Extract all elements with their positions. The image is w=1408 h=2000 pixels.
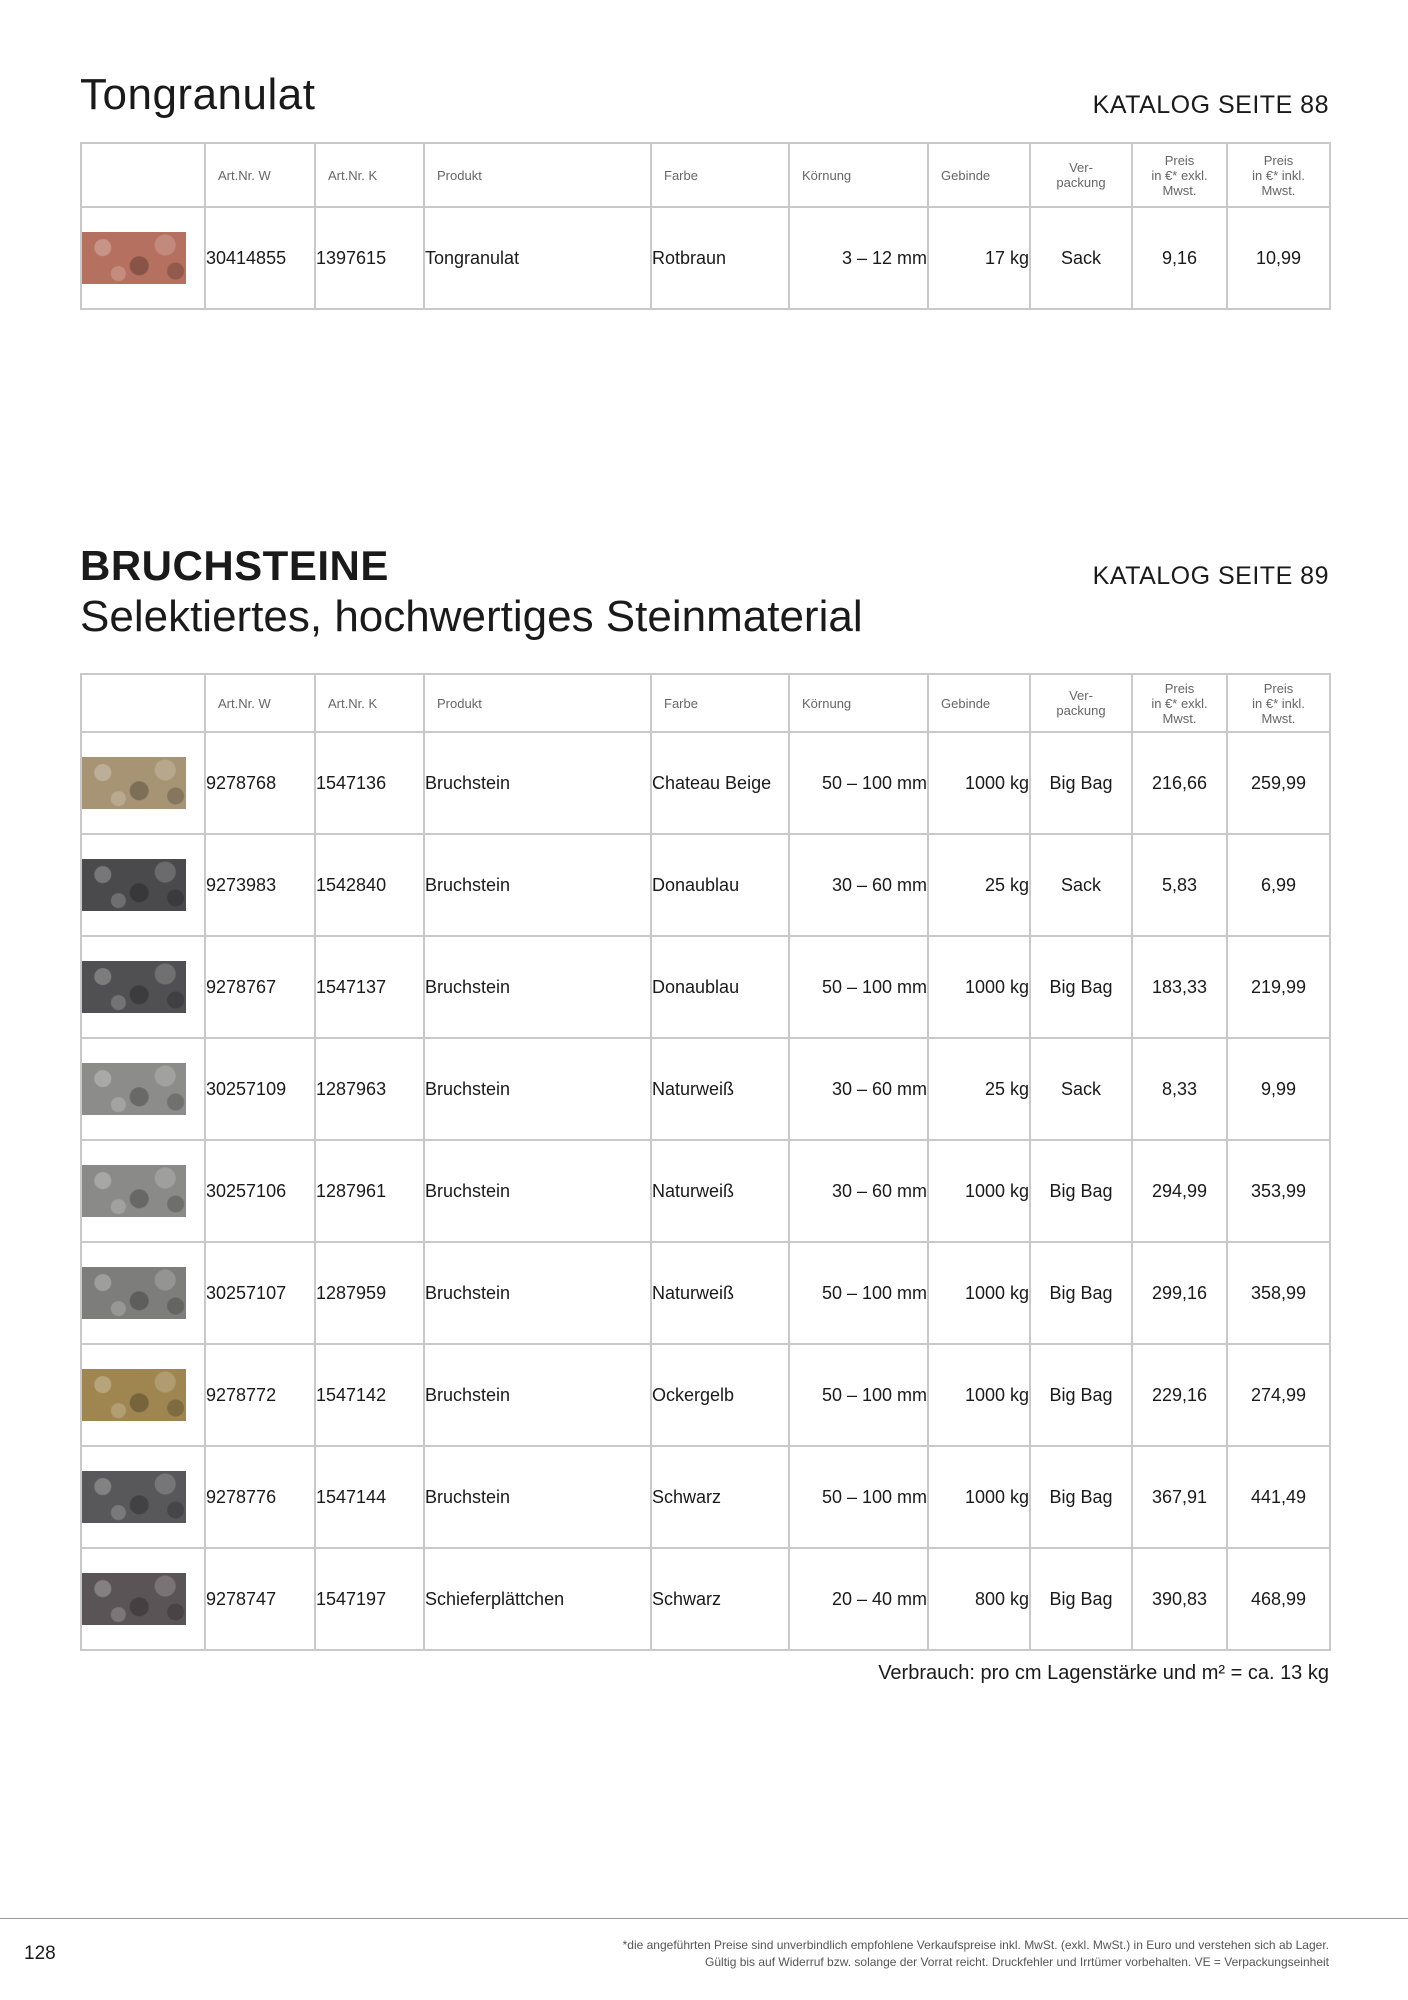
product-image-cell — [81, 1140, 205, 1242]
col-preis-exkl — [1132, 674, 1227, 732]
col-verpackung-line2: packung — [1056, 175, 1106, 190]
product-image-cell — [81, 1038, 205, 1140]
product-image-cell — [81, 936, 205, 1038]
tongranulat-table — [80, 142, 1331, 310]
cell-farbe: Rotbraun — [651, 207, 789, 309]
col-farbe: Farbe — [651, 143, 789, 207]
col-gebinde: Gebinde — [928, 674, 1030, 732]
bruchsteine-table — [80, 673, 1331, 1651]
cell-gebinde: 1000 kg — [928, 1140, 1030, 1242]
cell-farbe: Ockergelb — [651, 1344, 789, 1446]
cell-produkt: Bruchstein — [424, 1038, 651, 1140]
cell-art-k: 1287961 — [315, 1140, 424, 1242]
cell-art-w: 30257106 — [205, 1140, 315, 1242]
col-verpackung — [1030, 143, 1132, 207]
cell-gebinde: 1000 kg — [928, 1242, 1030, 1344]
cell-art-k: 1547137 — [315, 936, 424, 1038]
col-verpackung — [1030, 674, 1132, 732]
table-row — [81, 1344, 1330, 1446]
cell-farbe: Naturweiß — [651, 1140, 789, 1242]
col-preis-exkl-line2: in €* exkl. — [1151, 695, 1208, 711]
col-art-w: Art.Nr. W — [205, 143, 315, 207]
cell-preis-inkl: 9,99 — [1227, 1038, 1330, 1140]
col-preis-inkl-line1: Preis — [1263, 680, 1294, 696]
cell-gebinde: 25 kg — [928, 1038, 1030, 1140]
cell-verpackung: Sack — [1030, 207, 1132, 309]
product-image-cell — [81, 834, 205, 936]
page-number: 128 — [24, 1943, 56, 1964]
cell-produkt: Bruchstein — [424, 732, 651, 834]
col-preis-exkl-line2: in €* exkl. — [1151, 167, 1208, 183]
bruchsteine-subtitle: Selektiertes, hochwertiges Steinmaterial — [80, 592, 863, 641]
cell-art-k: 1547142 — [315, 1344, 424, 1446]
cell-produkt: Bruchstein — [424, 834, 651, 936]
col-preis-exkl-line3: Mwst. — [1162, 710, 1197, 726]
cell-preis-inkl: 219,99 — [1227, 936, 1330, 1038]
footer-divider — [0, 1918, 1408, 1919]
cell-preis-inkl: 259,99 — [1227, 732, 1330, 834]
col-preis-inkl-line2: in €* inkl. — [1252, 695, 1305, 711]
cell-art-w: 9278768 — [205, 732, 315, 834]
cell-preis-exkl: 367,91 — [1132, 1446, 1227, 1548]
cell-verpackung: Big Bag — [1030, 1344, 1132, 1446]
table-header-row — [81, 674, 1330, 732]
cell-gebinde: 1000 kg — [928, 732, 1030, 834]
bruchsteine-title: BRUCHSTEINE — [80, 542, 389, 589]
col-verpackung-line1: Ver- — [1069, 688, 1093, 703]
cell-farbe: Schwarz — [651, 1548, 789, 1650]
col-koernung: Körnung — [789, 143, 928, 207]
product-image-cell — [81, 1446, 205, 1548]
cell-farbe: Donaublau — [651, 834, 789, 936]
col-gebinde: Gebinde — [928, 143, 1030, 207]
product-image-cell — [81, 1344, 205, 1446]
cell-koernung: 20 – 40 mm — [789, 1548, 928, 1650]
product-thumbnail — [82, 1267, 186, 1319]
tongranulat-title: Tongranulat — [80, 70, 316, 119]
cell-art-k: 1287959 — [315, 1242, 424, 1344]
cell-art-w: 9273983 — [205, 834, 315, 936]
cell-koernung: 50 – 100 mm — [789, 732, 928, 834]
cell-preis-exkl: 390,83 — [1132, 1548, 1227, 1650]
tongranulat-katalog-ref: KATALOG SEITE 88 — [1092, 91, 1329, 119]
col-preis-exkl — [1132, 143, 1227, 207]
cell-gebinde: 25 kg — [928, 834, 1030, 936]
cell-farbe: Naturweiß — [651, 1242, 789, 1344]
table-row — [81, 732, 1330, 834]
product-thumbnail — [82, 961, 186, 1013]
cell-art-k: 1547197 — [315, 1548, 424, 1650]
cell-produkt: Bruchstein — [424, 1140, 651, 1242]
cell-verpackung: Big Bag — [1030, 732, 1132, 834]
product-image-cell — [81, 207, 205, 309]
col-verpackung-line1: Ver- — [1069, 160, 1093, 175]
cell-preis-inkl: 6,99 — [1227, 834, 1330, 936]
table-row — [81, 1242, 1330, 1344]
col-preis-exkl-line1: Preis — [1164, 152, 1195, 168]
cell-art-w: 30257107 — [205, 1242, 315, 1344]
table-row — [81, 936, 1330, 1038]
col-preis-exkl-line3: Mwst. — [1162, 182, 1197, 198]
product-image-cell — [81, 1242, 205, 1344]
product-thumbnail — [82, 757, 186, 809]
cell-preis-exkl: 299,16 — [1132, 1242, 1227, 1344]
cell-preis-exkl: 229,16 — [1132, 1344, 1227, 1446]
col-image — [81, 143, 205, 207]
table-row — [81, 834, 1330, 936]
cell-koernung: 50 – 100 mm — [789, 1344, 928, 1446]
table-row — [81, 1038, 1330, 1140]
cell-verpackung: Big Bag — [1030, 1140, 1132, 1242]
cell-produkt: Bruchstein — [424, 1344, 651, 1446]
table-header-row — [81, 143, 1330, 207]
product-thumbnail — [82, 1369, 186, 1421]
bruchsteine-section — [80, 542, 1329, 1682]
cell-gebinde: 1000 kg — [928, 1344, 1030, 1446]
product-image-cell — [81, 732, 205, 834]
col-preis-inkl-line2: in €* inkl. — [1252, 167, 1305, 183]
col-produkt: Produkt — [424, 143, 651, 207]
cell-art-w: 9278776 — [205, 1446, 315, 1548]
col-art-k: Art.Nr. K — [315, 143, 424, 207]
cell-gebinde: 1000 kg — [928, 936, 1030, 1038]
cell-verpackung: Big Bag — [1030, 1242, 1132, 1344]
product-thumbnail — [82, 232, 186, 284]
cell-farbe: Naturweiß — [651, 1038, 789, 1140]
cell-art-k: 1542840 — [315, 834, 424, 936]
disclaimer-line-2: Gültig bis auf Widerruf bzw. solange der Vorrat reicht. Druckfehler und Irrtümer vorbehalten. VE = Verpackungseinheit — [705, 1955, 1329, 1969]
cell-art-k: 1547144 — [315, 1446, 424, 1548]
col-preis-exkl-line1: Preis — [1164, 680, 1195, 696]
cell-koernung: 3 – 12 mm — [789, 207, 928, 309]
table-row — [81, 1140, 1330, 1242]
cell-gebinde: 1000 kg — [928, 1446, 1030, 1548]
col-art-w: Art.Nr. W — [205, 674, 315, 732]
cell-preis-exkl: 9,16 — [1132, 207, 1227, 309]
cell-art-k: 1547136 — [315, 732, 424, 834]
cell-preis-inkl: 468,99 — [1227, 1548, 1330, 1650]
col-verpackung-line2: packung — [1056, 703, 1106, 718]
cell-preis-inkl: 441,49 — [1227, 1446, 1330, 1548]
cell-art-k: 1397615 — [315, 207, 424, 309]
cell-koernung: 30 – 60 mm — [789, 1038, 928, 1140]
col-koernung: Körnung — [789, 674, 928, 732]
cell-art-w: 30414855 — [205, 207, 315, 309]
cell-preis-inkl: 353,99 — [1227, 1140, 1330, 1242]
cell-verpackung: Big Bag — [1030, 936, 1132, 1038]
cell-preis-inkl: 274,99 — [1227, 1344, 1330, 1446]
cell-koernung: 30 – 60 mm — [789, 834, 928, 936]
product-thumbnail — [82, 1471, 186, 1523]
cell-koernung: 50 – 100 mm — [789, 936, 928, 1038]
cell-preis-exkl: 216,66 — [1132, 732, 1227, 834]
cell-art-w: 9278772 — [205, 1344, 315, 1446]
cell-produkt: Schieferplättchen — [424, 1548, 651, 1650]
cell-preis-inkl: 358,99 — [1227, 1242, 1330, 1344]
col-art-k: Art.Nr. K — [315, 674, 424, 732]
disclaimer-line-1: *die angeführten Preise sind unverbindlich empfohlene Verkaufspreise inkl. MwSt. (exkl. MwSt.) in Euro und verstehen sich ab Lager. — [622, 1938, 1329, 1952]
cell-farbe: Donaublau — [651, 936, 789, 1038]
cell-gebinde: 17 kg — [928, 207, 1030, 309]
consumption-note: Verbrauch: pro cm Lagenstärke und m² = ca. 13 kg — [878, 1662, 1329, 1684]
tongranulat-section — [80, 70, 1329, 315]
cell-preis-exkl: 183,33 — [1132, 936, 1227, 1038]
col-preis-inkl — [1227, 143, 1330, 207]
col-image — [81, 674, 205, 732]
cell-art-w: 30257109 — [205, 1038, 315, 1140]
col-farbe: Farbe — [651, 674, 789, 732]
col-preis-inkl-line3: Mwst. — [1261, 710, 1296, 726]
product-thumbnail — [82, 859, 186, 911]
product-image-cell — [81, 1548, 205, 1650]
cell-art-w: 9278747 — [205, 1548, 315, 1650]
cell-farbe: Schwarz — [651, 1446, 789, 1548]
cell-produkt: Bruchstein — [424, 936, 651, 1038]
cell-preis-inkl: 10,99 — [1227, 207, 1330, 309]
product-thumbnail — [82, 1573, 186, 1625]
cell-koernung: 30 – 60 mm — [789, 1140, 928, 1242]
cell-farbe: Chateau Beige — [651, 732, 789, 834]
cell-koernung: 50 – 100 mm — [789, 1446, 928, 1548]
col-preis-inkl-line1: Preis — [1263, 152, 1294, 168]
cell-verpackung: Sack — [1030, 834, 1132, 936]
cell-verpackung: Big Bag — [1030, 1548, 1132, 1650]
cell-preis-exkl: 5,83 — [1132, 834, 1227, 936]
col-preis-inkl-line3: Mwst. — [1261, 182, 1296, 198]
cell-art-k: 1287963 — [315, 1038, 424, 1140]
product-thumbnail — [82, 1165, 186, 1217]
cell-preis-exkl: 294,99 — [1132, 1140, 1227, 1242]
col-produkt: Produkt — [424, 674, 651, 732]
footer-disclaimer — [429, 1937, 1329, 1971]
cell-produkt: Bruchstein — [424, 1242, 651, 1344]
table-row — [81, 1446, 1330, 1548]
bruchsteine-katalog-ref: KATALOG SEITE 89 — [1092, 562, 1329, 590]
cell-gebinde: 800 kg — [928, 1548, 1030, 1650]
col-preis-inkl — [1227, 674, 1330, 732]
cell-koernung: 50 – 100 mm — [789, 1242, 928, 1344]
cell-produkt: Tongranulat — [424, 207, 651, 309]
cell-produkt: Bruchstein — [424, 1446, 651, 1548]
product-thumbnail — [82, 1063, 186, 1115]
table-row — [81, 207, 1330, 309]
cell-art-w: 9278767 — [205, 936, 315, 1038]
cell-verpackung: Sack — [1030, 1038, 1132, 1140]
table-row — [81, 1548, 1330, 1650]
cell-verpackung: Big Bag — [1030, 1446, 1132, 1548]
cell-preis-exkl: 8,33 — [1132, 1038, 1227, 1140]
